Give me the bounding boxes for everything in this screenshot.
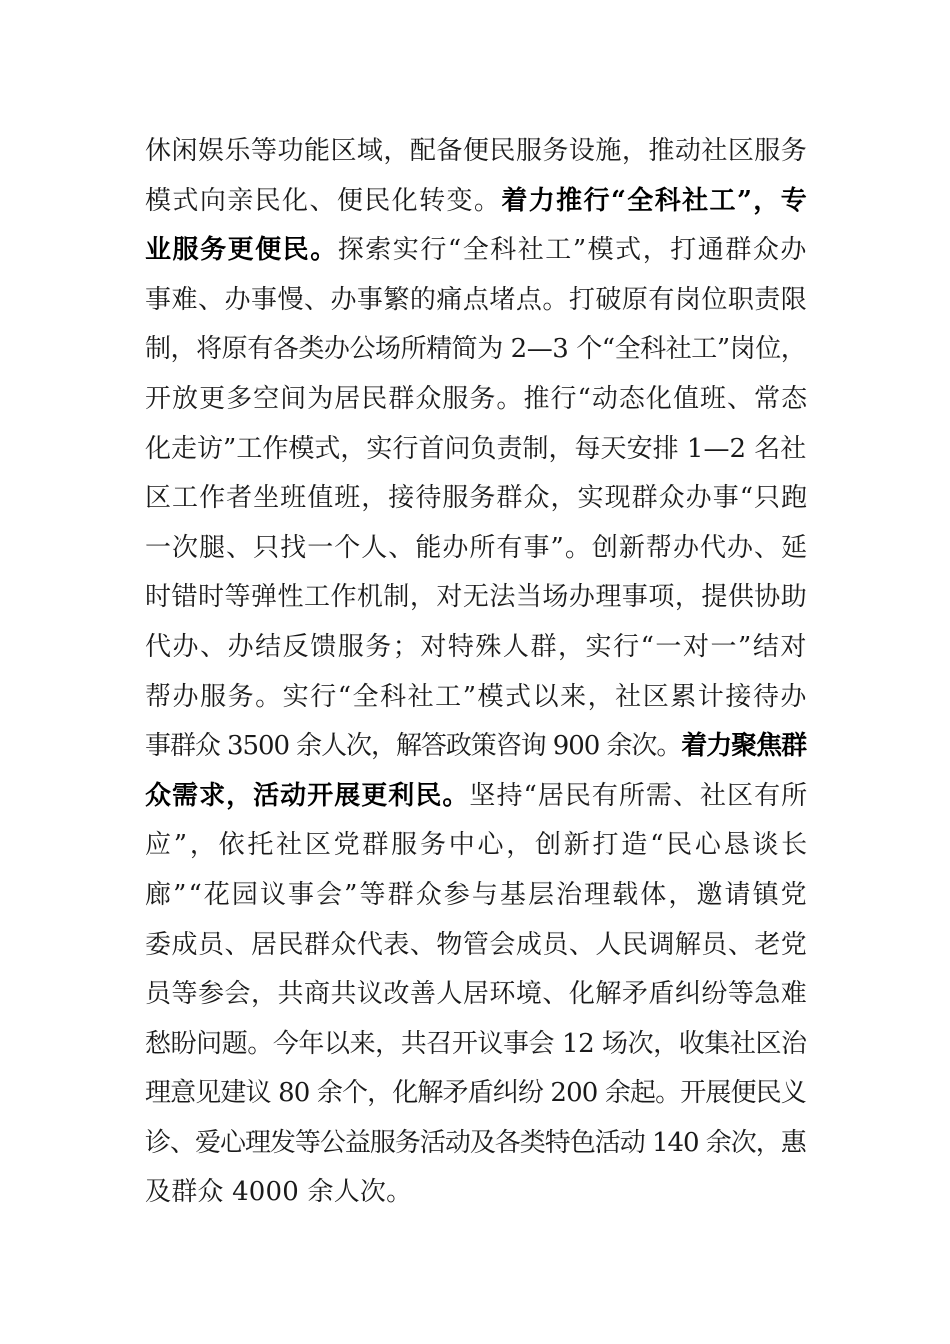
body-text-run: 制，将原有各类办公场所精简为 2—3 个“全科社工”岗位， — [145, 334, 807, 365]
text-line — [145, 623, 807, 673]
body-text-run: 应”，依托社区党群服务中心，创新打造“民心恳谈长 — [145, 830, 810, 861]
text-line — [145, 276, 807, 326]
text-line — [145, 524, 807, 574]
bold-heading-text: 业服务更便民。 — [145, 235, 338, 266]
body-text-run: 代办、办结反馈服务；对特殊人群，实行“一对一”结对 — [145, 631, 808, 662]
text-line — [145, 921, 807, 971]
body-text-run: 事难、办事慢、办事繁的痛点堵点。打破原有岗位职责限 — [145, 284, 808, 315]
body-text-run: 模式向亲民化、便民化转变。 — [145, 185, 502, 216]
bold-heading-text: 着力聚焦群 — [681, 731, 807, 762]
body-text-run: 探索实行“全科社工”模式，打通群众办 — [337, 235, 808, 266]
text-line — [145, 1069, 807, 1119]
body-text-run: 事群众 3500 余人次，解答政策咨询 900 余次。 — [145, 731, 682, 762]
body-text-run: 理意见建议 80 余个，化解矛盾纠纷 200 余起。开展便民义 — [145, 1078, 806, 1109]
body-text-run: 员等参会，共商共议改善人居环境、化解矛盾纠纷等急难 — [145, 979, 808, 1010]
text-line — [145, 772, 807, 822]
body-text-run: 区工作者坐班值班，接待服务群众，实现群众办事“只跑 — [145, 483, 809, 514]
text-line — [145, 1168, 807, 1218]
body-text-run: 休闲娱乐等功能区域，配备便民服务设施，推动社区服务 — [145, 136, 808, 166]
text-line — [145, 226, 807, 276]
text-line — [145, 573, 807, 623]
body-text-run: 坚持“居民有所需、社区有所 — [469, 780, 809, 811]
text-line — [145, 425, 807, 475]
text-line — [145, 474, 807, 524]
text-line — [145, 127, 807, 177]
body-text-run: 时错时等弹性工作机制，对无法当场办理事项，提供协助 — [145, 582, 808, 613]
text-line — [145, 871, 807, 921]
text-line — [145, 325, 807, 375]
text-line — [145, 970, 807, 1020]
text-line — [145, 673, 807, 723]
bold-heading-text: 着力推行“全科社工”，专 — [501, 185, 809, 216]
body-text-run: 化走访”工作模式，实行首问负责制，每天安排 1—2 名社 — [145, 433, 807, 464]
body-text-run: 愁盼问题。今年以来，共召开议事会 12 场次，收集社区治 — [145, 1028, 807, 1059]
text-line — [145, 1020, 807, 1070]
text-line — [145, 722, 807, 772]
body-text-run: 一次腿、只找一个人、能办所有事”。创新帮办代办、延 — [145, 532, 809, 563]
text-line — [145, 177, 807, 227]
body-text-run: 诊、爱心理发等公益服务活动及各类特色活动 140 余次，惠 — [145, 1127, 806, 1158]
body-paragraph — [145, 127, 810, 1218]
body-text-run: 委成员、居民群众代表、物管会成员、人民调解员、老党 — [145, 929, 808, 960]
body-text-run: 及群众 4000 余人次。 — [145, 1177, 413, 1208]
bold-heading-text: 众需求，活动开展更利民。 — [145, 780, 470, 811]
body-text-run: 开放更多空间为居民群众服务。推行“动态化值班、常态 — [145, 383, 809, 414]
text-line — [145, 375, 807, 425]
body-text-run: 廊”“花园议事会”等群众参与基层治理载体，邀请镇党 — [145, 879, 809, 910]
text-line — [145, 821, 810, 871]
text-line — [145, 1119, 807, 1169]
body-text-run: 帮办服务。实行“全科社工”模式以来，社区累计接待办 — [145, 681, 808, 712]
